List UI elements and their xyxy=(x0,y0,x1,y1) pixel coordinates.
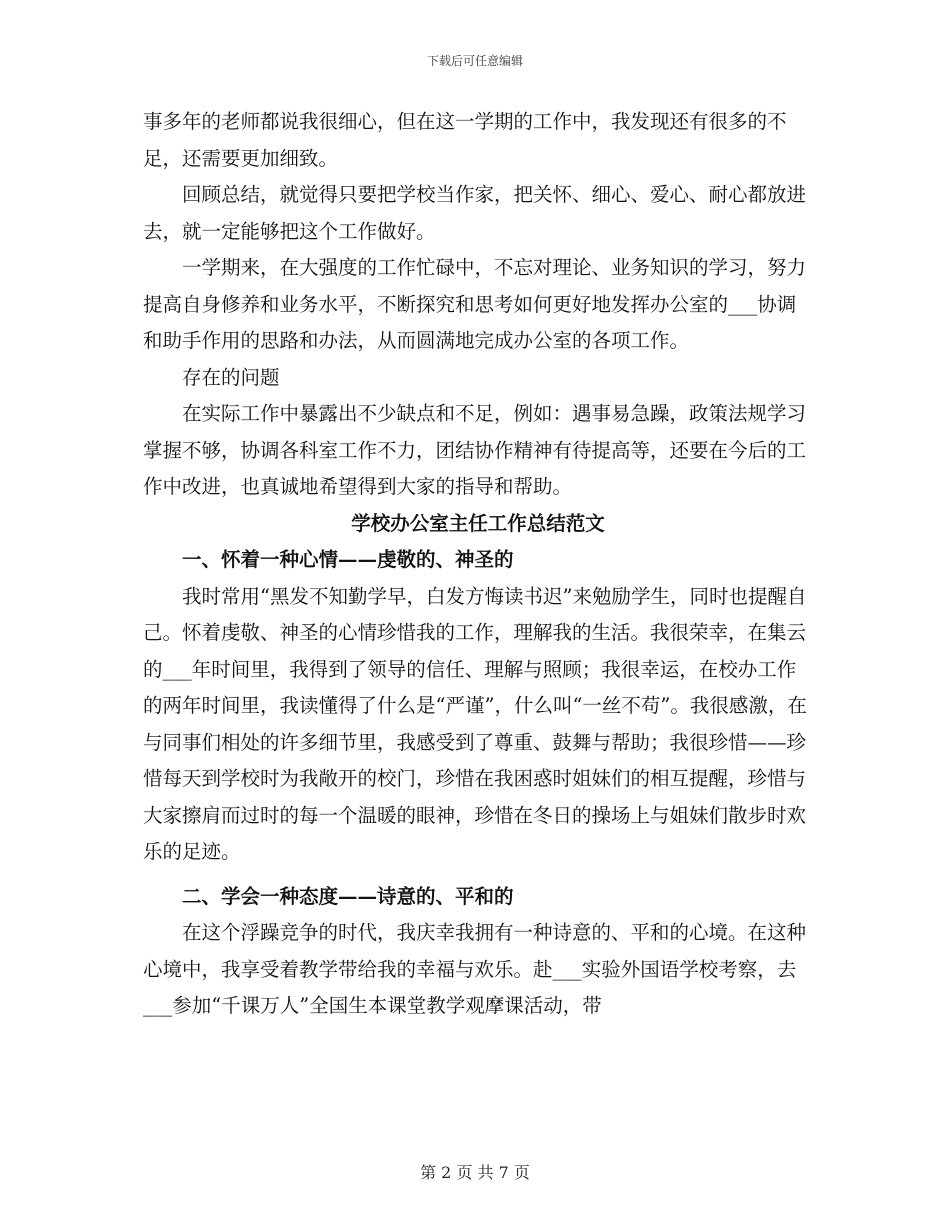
page-footer: 第 2 页 共 7 页 xyxy=(420,1163,530,1182)
paragraph: 事多年的老师都说我很细心，但在这一学期的工作中，我发现还有很多的不足，还需要更加细致。 xyxy=(143,110,787,170)
section-heading: 二、学会一种态度——诗意的、平和的 xyxy=(182,884,514,908)
paragraph: 在实际工作中暴露出不少缺点和不足，例如：遇事易急躁，政策法规学习掌握不够，协调各科室工作不力，团结协作精神有待提高等，还要在今后的工作中改进，也真诚地希望得到大家的指导和帮助。 xyxy=(143,402,807,498)
document-title: 学校办公室主任工作总结范文 xyxy=(351,511,605,535)
page-header: 下载后可任意编辑 xyxy=(426,54,523,68)
document-body xyxy=(143,104,813,1025)
paragraph: 一学期来，在大强度的工作忙碌中，不忘对理论、业务知识的学习，努力提高自身修养和业务水平，不断探究和思考如何更好地发挥办公室的___协调和助手作用的思路和办法，从而圆满地完成办公室的各项工作。 xyxy=(143,256,807,352)
section-label: 存在的问题 xyxy=(182,365,280,389)
paragraph: 我时常用“黑发不知勤学早，白发方悔读书迟”来勉励学生，同时也提醒自己。怀着虔敬、神圣的心情珍惜我的工作，理解我的生活。我很荣幸，在集云的___年时间里，我得到了领导的信任、理解与照顾；我很幸运，在校办工作的两年时间里，我读懂得了什么是“严谨”，什么叫“一丝不苟”。我很感激，在与同事们相处的许多细节里，我感受到了尊重、鼓舞与帮助；我很珍惜——珍惜每天到学校时为我敞开的校门，珍惜在我困惑时姐妹们的相互提醒，珍惜与大家擦肩而过时的每一个温暖的眼神，珍惜在冬日的操场上与姐妹们散步时欢乐的足迹。 xyxy=(143,584,807,863)
paragraph: 在这个浮躁竞争的时代，我庆幸我拥有一种诗意的、平和的心境。在这种心境中，我享受着教学带给我的幸福与欢乐。赴___实验外国语学校考察，去___参加“千课万人”全国生本课堂教学观摩课活动，带 xyxy=(143,921,807,1017)
paragraph: 回顾总结，就觉得只要把学校当作家，把关怀、细心、爱心、耐心都放进去，就一定能够把这个工作做好。 xyxy=(143,183,807,243)
section-heading: 一、怀着一种心情——虔敬的、神圣的 xyxy=(182,548,514,571)
